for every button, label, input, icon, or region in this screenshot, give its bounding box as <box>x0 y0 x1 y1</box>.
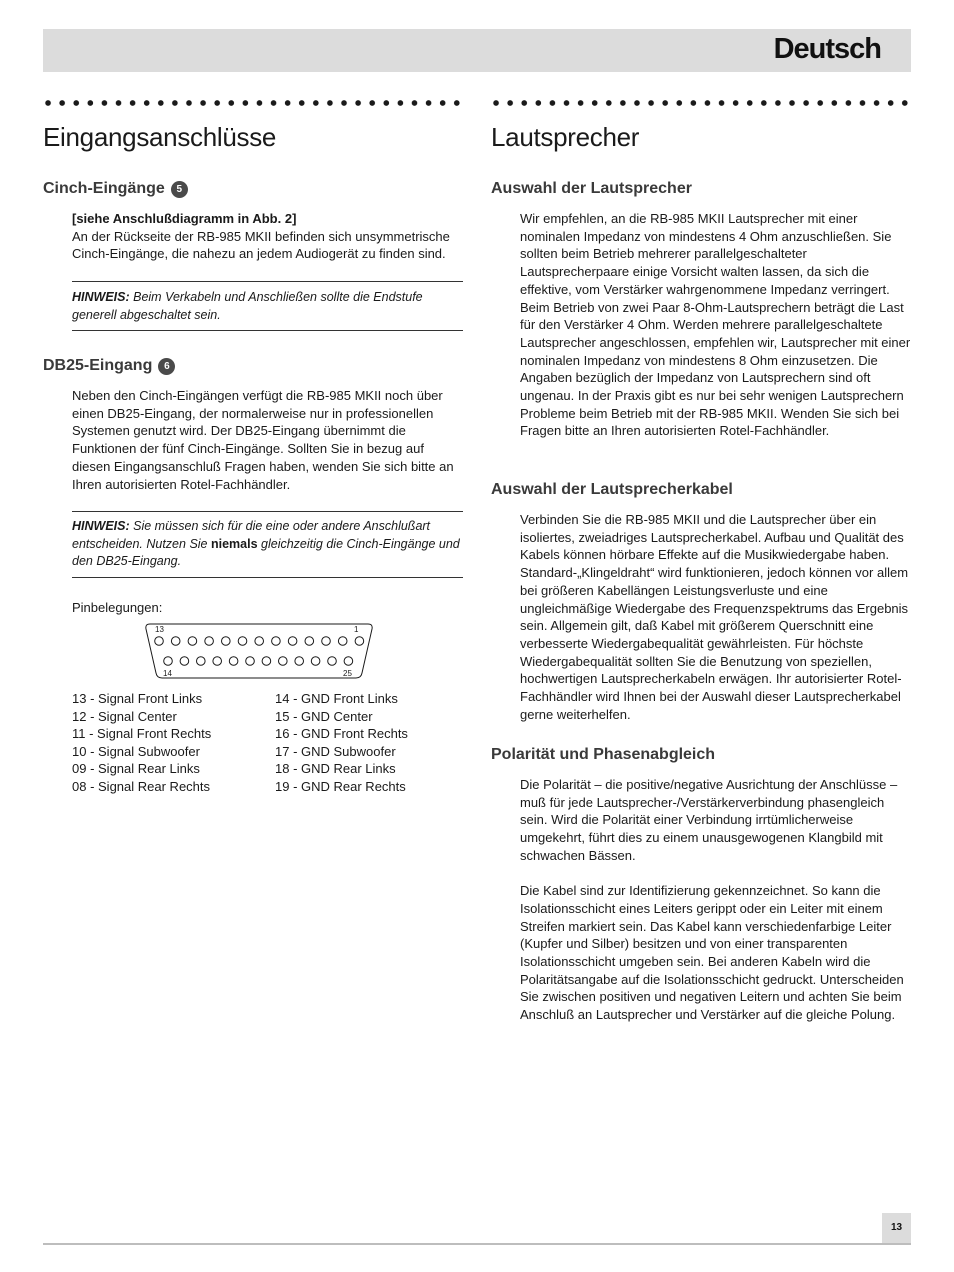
pin-item: 10 - Signal Subwoofer <box>72 743 200 759</box>
pin-13-label: 13 <box>155 625 164 634</box>
connector-pin-hole <box>229 657 238 666</box>
db25-heading <box>43 357 175 375</box>
speaker-cable-text <box>520 511 914 723</box>
language-title: Deutsch <box>773 33 881 65</box>
connector-pin-hole <box>171 637 180 646</box>
pin-14-label: 14 <box>163 669 172 678</box>
pin-item: 12 - Signal Center <box>72 708 177 724</box>
connector-pin-hole <box>238 637 247 646</box>
pin-list-signals <box>72 690 211 796</box>
connector-pin-hole <box>288 637 297 646</box>
paragraph: Die Kabel sind zur Identifizierung gekennzeichnet. So kann die Isolationsschicht eines Leiters gerippt oder ein Leiter mit einem Streifen markiert sein. Das Kabel kann verschiedenfarbige Leiter (Kupfer und Silber) besitzen und von einer transparenten Isolationsschicht umgeben sein. Bei anderen Kabeln wird die Polaritätsangabe auf die Isolationsschicht gedruckt. Unterscheiden Sie zwischen positiven und negativen Leitern und achten Sie beim Anschluß an Lautsprecher und Verstärker auf die gleiche Polung. <box>520 883 904 1023</box>
pin-item: 13 - Signal Front Links <box>72 691 203 706</box>
note-text: Sie müssen sich für die eine oder andere Anschlußart entscheiden. Nutzen Sie <box>72 519 431 551</box>
db25-text: Neben den Cinch-Eingängen verfügt die RB-985 MKII noch über einen DB25-Eingang, der normalerweise nur in professionellen Systemen genutzt wird. Der DB25-Eingang übernimmt die Funktionen der fünf Cinch-Eingänge. Sollten Sie in bezug auf diesen Eingangsanschluß Fragen haben, wenden Sie sich bitte an Ihren autorisierten Rotel-Fachhändler. <box>72 388 454 492</box>
connector-pin-hole <box>213 657 222 666</box>
cinch-text: An der Rückseite der RB-985 MKII befinden sich unsymmetrische Cinch-Eingänge, die nahezu an jedem Audiogerät zu finden sind. <box>72 228 450 262</box>
cinch-heading <box>43 180 188 198</box>
connector-pin-hole <box>338 637 347 646</box>
speaker-selection-heading: Auswahl der Lautsprecher <box>491 180 692 197</box>
cinch-reference: [siehe Anschlußdiagramm in Abb. 2] <box>72 211 297 226</box>
cinch-body <box>72 210 462 263</box>
connector-pin-hole <box>272 637 281 646</box>
connector-pin-hole <box>246 657 255 666</box>
connector-pin-hole <box>255 637 264 646</box>
db25-note <box>72 511 463 578</box>
pin-item: 09 - Signal Rear Links <box>72 761 200 777</box>
pin-item: 16 - GND Front Rechts <box>275 726 408 742</box>
connector-pin-hole <box>328 657 337 666</box>
pin-item: 08 - Signal Rear Rechts <box>72 778 211 794</box>
speaker-selection-text <box>520 210 913 440</box>
connector-pin-hole <box>311 657 320 666</box>
bottom-rule <box>43 1243 911 1245</box>
connector-pin-hole <box>344 657 353 666</box>
note-text: gleichzeitig die Cinch-Eingänge und den DB25-Eingang. <box>72 536 460 568</box>
connector-pin-hole <box>322 637 331 646</box>
connector-pin-hole <box>279 657 288 666</box>
pin-25-label: 25 <box>343 669 352 678</box>
note-emphasis: niemals <box>210 536 258 551</box>
badge-5-icon: 5 <box>171 181 188 198</box>
connector-pin-hole <box>197 657 206 666</box>
db25-body <box>72 387 464 493</box>
cinch-note <box>72 281 463 331</box>
connector-pin-hole <box>205 637 214 646</box>
paragraph: Wir empfehlen, an die RB-985 MKII Lautsprecher mit einer nominalen Impedanz von mindestens 4 Ohm anzuschließen. Sie sollten beim Betrieb mehrerer parallelgeschalteter Lautsprecherpaare einige Vorsicht walten lassen, da sich die effektive, vom Verstärker wahrgenommene Impedanz verringert. Beim Betrieb von zwei Paar 8-Ohm-Lautsprechern beträgt die Last für den Verstärker 4 Ohm. Werden mehrere parallelgeschaltete Lautsprecher angeschlossen, empfehlen wir, Lautsprecher mit einer nominalen Impedanz von mindestens 8 Ohm einzusetzen. Die Angaben bezüglich der Impedanz von Lautsprechern sind oft ungenau. In der Praxis gibt es nur bei sehr wenigen Lautsprechern Probleme beim Betrieb mit der RB-985 MKII. Wenden Sie sich bei Fragen bitte an Ihren autorisierten Rotel-Fachhändler. <box>520 211 911 439</box>
connector-pin-hole <box>155 637 164 646</box>
pin-item: 17 - GND Subwoofer <box>275 743 396 759</box>
connector-pin-hole <box>295 657 304 666</box>
header-bar <box>43 29 911 72</box>
db25-title: DB25-Eingang <box>43 357 153 374</box>
speaker-cable-heading: Auswahl der Lautsprecherkabel <box>491 481 733 498</box>
note-text: Beim Verkabeln und Anschließen sollte die Endstufe generell abgeschaltet sein. <box>72 290 423 322</box>
connector-pins-top <box>155 637 364 646</box>
dotted-divider-right <box>489 98 915 108</box>
connector-shell <box>146 624 372 678</box>
connector-pin-hole <box>355 637 364 646</box>
db25-connector-diagram <box>143 620 375 682</box>
badge-6-icon: 6 <box>158 358 175 375</box>
note-label: HINWEIS: <box>72 290 130 304</box>
section-heading-speakers: Lautsprecher <box>491 122 640 152</box>
connector-pin-hole <box>164 657 173 666</box>
polarity-heading: Polarität und Phasenabgleich <box>491 746 716 763</box>
pin-item: 14 - GND Front Links <box>275 691 398 706</box>
note-label: HINWEIS: <box>72 519 130 533</box>
paragraph: Die Polarität – die positive/negative Ausrichtung der Anschlüsse – muß für jede Lautsprecher-/Verstärkerverbindung phasengleich sein. Wird die Polarität einer Verbindung irrtümlicherweise umgekehrt, führt dies zu einem unausgewogenen Klangbild mit schwachen Bässen. <box>520 777 898 863</box>
connector-pin-hole <box>262 657 271 666</box>
pin-1-label: 1 <box>354 625 359 634</box>
polarity-text <box>520 776 914 1024</box>
connector-pin-hole <box>222 637 231 646</box>
connector-pin-hole <box>188 637 197 646</box>
pin-item: 18 - GND Rear Links <box>275 761 396 777</box>
pin-item: 11 - Signal Front Rechts <box>72 726 212 742</box>
connector-pin-hole <box>180 657 189 666</box>
section-heading-inputs: Eingangsanschlüsse <box>43 122 277 152</box>
page-number: 13 <box>882 1213 911 1243</box>
paragraph: Verbinden Sie die RB-985 MKII und die Lautsprecher über ein isoliertes, zweiadriges Lautsprecherkabel. Aufbau und Qualität des Kabels können hörbare Effekte auf die Musikwiedergabe haben. Standard-„Klingeldraht“ wird funktionieren, jedoch können vor allem bei größeren Kabellängen Leistungsverluste und eine ungleichmäßige Wiedergabe des Frequenzspektrums das Ergebnis sein. Allgemein gilt, daß Kabel mit größerem Querschnitt eine verbesserte Wiedergabequalität gewährleisten. Für höchste Wiedergabequalität sollten Sie die Benutzung von speziellen, hochwertigen Lautsprecherkabeln erwägen. Ihr autorisierter Rotel-Fachhändler wird Ihnen bei der Auswahl dieser Lautsprecherkabel gerne weiterhelfen. <box>520 512 909 722</box>
connector-pins-bottom <box>164 657 353 666</box>
pin-item: 19 - GND Rear Rechts <box>275 778 406 794</box>
pin-item: 15 - GND Center <box>275 708 373 724</box>
pin-label: Pinbelegungen: <box>72 600 163 615</box>
dotted-divider-left <box>41 98 467 108</box>
connector-pin-hole <box>305 637 314 646</box>
cinch-title: Cinch-Eingänge <box>43 180 165 197</box>
pin-list-ground <box>275 690 408 796</box>
